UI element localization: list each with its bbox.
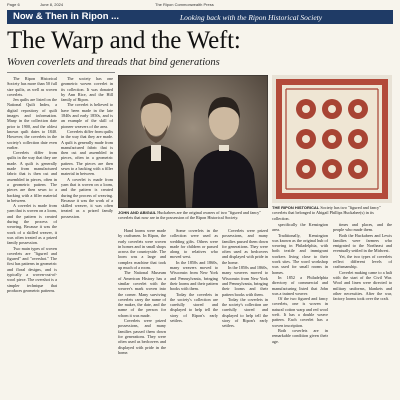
paragraph: times and places, and the people who made them.	[333, 222, 392, 233]
paper-name: The Ripon Commonwealth Press	[155, 2, 214, 7]
article-column-4b	[222, 228, 268, 394]
paragraph: The Ripon Historical Society has more than 50 full size quilts, as well as woven coverlets.	[7, 76, 57, 97]
paragraph: A coverlet is made from yarn that is woven on a loom, and the pattern is created during the process of weaving. Because it was the work of a skilled weaver, it was often treated as a prized family possession.	[7, 203, 57, 246]
paragraph: In 1852 a Philadelphia directory of commercial and manufacturing listed that John was a trained weaver.	[272, 274, 328, 296]
article-column-5	[272, 222, 328, 394]
paragraph: specifically the Kensington area.	[272, 222, 328, 233]
paragraph: Some coverlets in the collection were used as wedding gifts. Others were made for children or passed along to relatives who moved west.	[170, 228, 218, 260]
paragraph: Coverlets were prized possessions, and many families passed them down for generations. They were often used as bedcovers and displayed with pride in the home.	[118, 318, 166, 355]
issue-date: June 8, 2024	[40, 2, 64, 7]
paragraph: Hand looms were made by craftsmen. In Ripon, the early coverlets were woven in homes and in small shops across the countryside. The loom was a large and complex machine that took up much of a room.	[118, 228, 166, 271]
paragraph: In the 1850s and 1860s, many weavers moved to Wisconsin from New York and Pennsylvania, bringing their looms and their pattern books with them.	[222, 265, 268, 297]
paragraph: In the 1850s and 1860s, many weavers moved to Wisconsin from New York and Pennsylvania, bringing their looms and their pattern books with them.	[170, 259, 218, 292]
page-number: Page 6	[7, 2, 20, 7]
article-subhead: Woven coverlets and threads that bind generations	[7, 57, 220, 68]
article-column-1	[7, 76, 57, 394]
paragraph: Today the coverlets in the society's collection are carefully stored and displayed to help tell the story of Ripon's early settlers.	[170, 291, 218, 324]
photo1-caption	[118, 210, 268, 221]
divider	[7, 72, 115, 73]
paragraph: Both coverlets are in remarkable condition given their age.	[272, 327, 328, 344]
paragraph: Jen quilts are listed on the National Quilt Index, a digital repository of quilt images and information. Many in the collection date prior to 1900, and the oldest known quilt dates to 1840. However, the coverlets in the society's collection date even earlier.	[7, 97, 57, 150]
article-column-3	[118, 228, 166, 394]
article-column-6	[333, 222, 392, 394]
paragraph: Of the two figured and fancy coverlets, one is woven in natural cotton warp and red wool weft. It has a double weave pattern. Each coverlet has a woven inscription.	[272, 296, 328, 328]
paragraph: Coverlet making came to a halt with the start of the Civil War. Wool and linen were directed to military uniforms, blankets and other necessities. After the war, factory looms took over the craft.	[333, 269, 392, 302]
section-tagline: Looking back with the Ripon Historical Society	[180, 13, 323, 22]
paragraph: The society has one geometric woven coverlet in its collection. It was donated by Ann Rice, and the Hill family of Ripon.	[61, 76, 113, 103]
paragraph: The National Museum of American History has a similar coverlet with the weaver's mark woven into the corner. Many surviving coverlets carry the name of the maker, the date, and the name of the person for whom it was made.	[118, 270, 166, 318]
paragraph: Yet, the two types of coverlets reflect different levels of craftsmanship.	[333, 253, 392, 270]
paragraph: Two main types of woven coverlets are "figured and figured" and "overshot." The first has patterns in geometric and floral designs, and is typically a woven-out-of-wool piece. The overshot is a simpler technique that produces geometric patterns.	[7, 245, 57, 293]
paragraph: The coverlet is believed to have been made in the late 1840s and early 1850s, and is an example of the skill of pioneer weavers of the area.	[61, 102, 113, 129]
caption-label: JOHN AND ABIGAIL	[118, 210, 157, 215]
section-banner	[7, 10, 393, 24]
caption-label: THE RIPON HISTORICAL	[272, 205, 320, 210]
paragraph: Today the coverlets in the society's collection are carefully stored and displayed to help tell the story of Ripon's early settlers.	[222, 296, 268, 329]
paragraph: A coverlet is made from yarn that is woven on a loom, and the pattern is created during the process of weaving. Because it was the work of a skilled weaver, it was often treated as a prized family possession.	[61, 176, 113, 219]
article-column-2	[61, 76, 113, 394]
caption-text: Huckabees are the original owners of two "figured and fancy" coverlets that now are in the possession of the Ripon Historical Society.	[118, 210, 261, 221]
coverlet-photo	[272, 75, 392, 203]
paragraph: Coverlets differ from quilts in the way that they are made. A quilt is generally made from manufactured fabric that is then cut and assembled in pieces, often in a geometric pattern. The pieces are then sewn to a backing with a filler material in between.	[61, 128, 113, 177]
section-title: Now & Then in Ripon ...	[13, 11, 120, 22]
photo2-caption	[272, 205, 392, 221]
couple-portrait-photo	[118, 75, 268, 208]
article-column-4	[170, 228, 218, 394]
caption-text: Society has two "figured and fancy" coverlets that belonged to Abigail Phillips Huckabee(s) in its collection.	[272, 205, 381, 221]
paragraph: Traditionally, Kensington was known as the original hub of weaving in Philadelphia, with both textile and immigrant workers living close to their work sites. The word workshop was used for small rooms in homes.	[272, 232, 328, 275]
paragraph: Coverlets differ from quilts in the way that they are made. A quilt is generally made from manufactured fabric that is then cut and assembled in pieces, often in a geometric pattern. The pieces are then sewn to a backing with a filler material in between.	[7, 150, 57, 203]
paragraph: Coverlets were prized possessions, and many families passed them down for generations. They were often used as bedcovers and displayed with pride in the home.	[222, 228, 268, 265]
masthead	[0, 0, 400, 9]
article-headline: The Warp and the Weft:	[7, 27, 241, 54]
paragraph: Both the Huckabees and Lewis families were farmers who emigrated to the Northeast and eventually settled in the Midwest.	[333, 232, 392, 254]
